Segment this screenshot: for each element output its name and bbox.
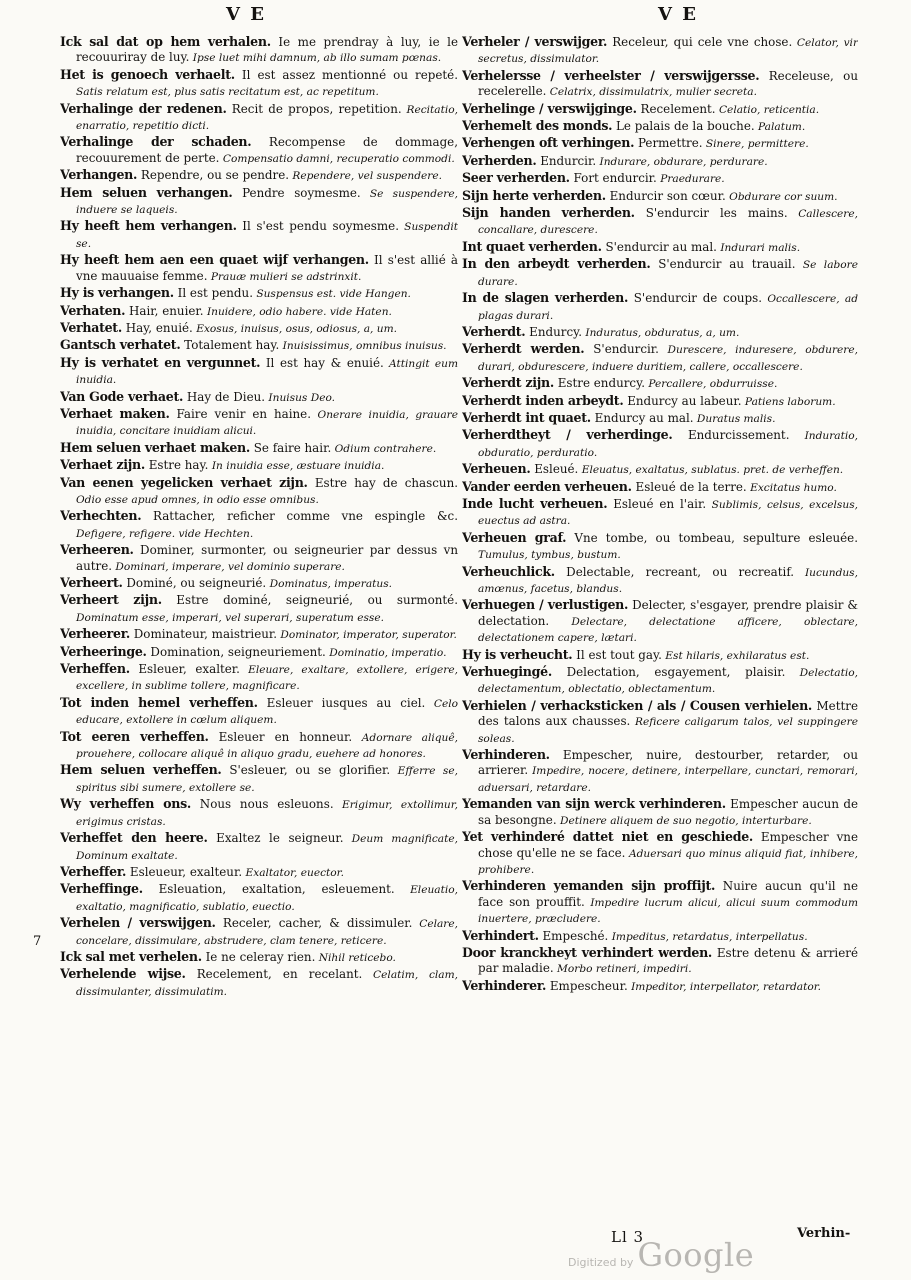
entry-latin: Compensatio damni, recuperatio commodi. <box>219 152 455 165</box>
entry-headword: Verhielen / verhacksticken / als / Cousen verhielen. <box>462 697 813 713</box>
entry-headword: Verhalinge der redenen. <box>60 100 227 116</box>
entry-latin: Induratus, obduratus, a, um. <box>582 326 740 339</box>
dictionary-entry <box>462 878 858 927</box>
entry-french: Estre detenu & arrieré par maladie. <box>478 945 858 976</box>
entry-latin: Suspensus est. vide Hangen. <box>252 288 411 301</box>
entry-french: Dominé, ou seigneurié. <box>122 576 267 590</box>
entry-latin: Celatio, reticentia. <box>715 103 820 116</box>
dictionary-entry <box>462 747 858 796</box>
entry-headword: Yet verhinderé dattet niet en geschiede. <box>462 829 753 845</box>
entry-latin: Duratus malis. <box>693 412 776 425</box>
entry-french: S'endurcir au trauail. <box>650 257 796 272</box>
dictionary-entry <box>60 34 458 67</box>
entry-latin: Impeditus, retardatus, interpellatus. <box>608 930 808 943</box>
entry-french: Dominateur, maistrieur. <box>129 627 278 642</box>
entry-headword: Verheffer. <box>60 863 127 879</box>
entry-latin: Deum magnificate, Dominum exaltate. <box>76 833 458 862</box>
entry-headword: Verhatet. <box>60 319 122 335</box>
entry-latin: In inuidia esse, æstuare inuidia. <box>208 460 385 473</box>
entry-french: Esleué en l'air. <box>607 496 707 511</box>
entry-latin: Celator, vir secretus, dissimulator. <box>478 37 858 66</box>
dictionary-entry <box>462 188 858 205</box>
entry-headword: Verhechten. <box>60 508 142 524</box>
entry-headword: Verherdt werden. <box>462 341 585 357</box>
dictionary-entry <box>462 290 858 324</box>
dictionary-entry <box>462 118 858 135</box>
entry-french: Il est pendu. <box>173 286 253 301</box>
dictionary-entry <box>60 337 458 354</box>
entry-french: Empescheur. <box>546 978 628 993</box>
entry-french: Hay, enuié. <box>121 320 193 335</box>
dictionary-entry <box>462 68 858 101</box>
entry-latin: Dominatum esse, imperari, vel superari, superatum esse. <box>76 611 384 624</box>
dictionary-entry <box>462 829 858 878</box>
entry-latin: Palatum. <box>754 121 806 134</box>
entry-latin: Eleuatus, exaltatus, sublatus. pret. de verheffen. <box>578 464 844 477</box>
dictionary-entry <box>60 729 458 763</box>
entry-french: Esleuer en honneur. <box>208 729 353 744</box>
entry-latin: Odio esse apud omnes, in odio esse omnibus. <box>76 493 319 506</box>
entry-latin: Attingit eum inuidia. <box>76 357 458 387</box>
entry-french: Domination, seigneuriement. <box>146 644 326 659</box>
entry-headword: Wy verheffen ons. <box>60 796 192 812</box>
entry-french: Recelement. <box>636 101 716 116</box>
dictionary-entry <box>462 978 858 995</box>
entry-french: S'endurcir de coups. <box>628 291 763 306</box>
dictionary-entry <box>60 881 458 915</box>
dictionary-entry <box>60 167 458 184</box>
dictionary-entry <box>462 597 858 646</box>
entry-latin: Obdurare cor suum. <box>725 190 838 203</box>
entry-latin: Se labore durare. <box>478 259 858 288</box>
entry-headword: Verheffen. <box>60 661 130 677</box>
entry-latin: Defigere, refigere. vide Hechten. <box>76 527 254 540</box>
entry-french: S'endurcir au mal. <box>601 239 717 254</box>
entry-headword: Van Gode verhaet. <box>60 388 184 404</box>
entry-latin: Delectare, delectatione afficere, oblectare, delectationem capere, lætari. <box>478 615 858 645</box>
entry-headword: Hy heeft hem aen een quaet wijf verhangen. <box>60 252 369 268</box>
entry-latin: Impeditor, interpellator, retardator. <box>627 980 822 993</box>
dictionary-entry <box>60 406 458 440</box>
entry-headword: Verhelende wijse. <box>60 966 186 982</box>
entry-latin: Celatrix, dissimulatrix, mulier secreta. <box>546 86 757 99</box>
dictionary-entry <box>462 239 858 256</box>
entry-french: Receler, cacher, & dissimuler. <box>215 916 413 931</box>
entry-latin: Occallescere, ad plagas durari. <box>478 293 858 322</box>
entry-latin: Erigimur, extollimur, erigimus cristas. <box>76 799 458 828</box>
entry-headword: Vander eerden verheuen. <box>462 478 632 494</box>
entry-latin: Excitatus humo. <box>746 481 837 494</box>
entry-headword: Verhelen / verswijgen. <box>60 915 216 931</box>
entry-french: Ie ne celeray rien. <box>201 949 316 964</box>
entry-french: Il est hay & enuié. <box>260 355 384 370</box>
entry-french: Pendre soymesme. <box>232 185 361 200</box>
entry-headword: Verheert. <box>60 575 123 590</box>
entry-headword: Verhaet zijn. <box>60 457 145 473</box>
entry-french: Empescher aucun de sa besongne. <box>478 797 858 827</box>
entry-latin: Impedire lucrum alicui, alicui suum commodum inuertere, præcludere. <box>478 896 858 926</box>
watermark-small-text: Digitized by <box>568 1256 634 1269</box>
entry-headword: Yemanden van sijn werck verhinderen. <box>462 796 726 812</box>
entry-french: Estre dominé, seigneurié, ou surmonté. <box>161 593 458 608</box>
entry-latin: Dominari, imperare, vel dominio superare. <box>112 560 345 573</box>
dictionary-entry <box>60 252 458 285</box>
entry-headword: Verherdt int quaet. <box>462 409 591 425</box>
entry-french: Receleur, qui cele vne chose. <box>607 35 793 49</box>
entry-latin: Dominator, imperator, superator. <box>277 629 457 642</box>
entry-headword: Verhengen oft verhingen. <box>462 135 635 151</box>
dictionary-entry <box>60 575 458 592</box>
entry-french: Mettre des talons aux chausses. <box>478 698 858 729</box>
entry-french: Recelement, en recelant. <box>185 967 363 982</box>
entry-french: Recit de propos, repetition. <box>226 101 402 116</box>
entry-headword: Verheuchlick. <box>462 563 555 579</box>
entry-french: Esleuer iusques au ciel. <box>257 695 426 710</box>
entry-latin: Indurare, obdurare, perdurare. <box>596 155 768 168</box>
entry-french: S'endurcir. <box>584 342 659 357</box>
right-column-header: V E <box>658 4 698 25</box>
entry-french: Vne tombe, ou tombeau, sepulture esleuée. <box>566 530 858 545</box>
entry-latin: Adornare aliquê, prouehere, collocare aliquê in aliquo gradu, euehere ad honores. <box>76 731 458 761</box>
dictionary-entry <box>462 153 858 170</box>
dictionary-entry <box>462 324 858 341</box>
dictionary-entry <box>60 915 458 949</box>
right-column <box>462 34 858 1234</box>
entry-french: Rependre, ou se pendre. <box>137 168 290 183</box>
entry-french: Endurcir. <box>536 153 597 168</box>
entry-latin: Indurari malis. <box>716 241 801 254</box>
entry-headword: Inde lucht verheuen. <box>462 495 608 511</box>
entry-french: Se faire hair. <box>249 440 332 455</box>
entry-headword: Verheuen graf. <box>462 529 567 545</box>
dictionary-entry <box>60 285 458 302</box>
entry-latin: Eleuatio, exaltatio, magnificatio, sublatio, euectio. <box>76 884 458 913</box>
dictionary-entry <box>462 101 858 118</box>
entry-latin: Recitatio, enarratio, repetitio dicti. <box>76 103 458 133</box>
entry-french: Permettre. <box>634 136 703 151</box>
entry-latin: Prauæ mulieri se adstrinxit. <box>207 270 362 283</box>
entry-headword: Van eenen yegelicken verhaet zijn. <box>60 474 308 490</box>
entry-headword: Int quaet verherden. <box>462 238 602 254</box>
dictionary-entry <box>60 966 458 1000</box>
entry-headword: Hy is verhatet en vergunnet. <box>60 354 261 370</box>
entry-french: Endurcissement. <box>672 428 790 443</box>
dictionary-entry <box>462 256 858 290</box>
entry-headword: Verheler / verswijger. <box>462 34 608 49</box>
entry-headword: Verhalinge der schaden. <box>60 134 252 150</box>
entry-latin: Exosus, inuisus, osus, odiosus, a, um. <box>192 322 398 335</box>
dictionary-entry <box>462 796 858 829</box>
signature-mark: Ll 3 <box>611 1228 645 1246</box>
dictionary-entry <box>462 664 858 698</box>
entry-headword: Hem seluen verheffen. <box>60 762 222 778</box>
entry-latin: Durescere, induresere, obdurere, durari, obdurescere, induere duritiem, callere, occallescere. <box>478 344 858 373</box>
dictionary-entry <box>60 457 458 474</box>
entry-headword: Verheuen. <box>462 461 531 477</box>
entry-french: Esleuer, exalter. <box>129 662 240 677</box>
dictionary-entry <box>60 626 458 643</box>
entry-french: Delecter, s'esgayer, prendre plaisir & delectation. <box>478 598 858 628</box>
entry-french: Il est tout gay. <box>572 647 662 662</box>
dictionary-entry <box>462 928 858 945</box>
entry-latin: Percallere, obdurruisse. <box>645 378 778 391</box>
entry-french: S'esleuer, ou se glorifier. <box>221 763 391 778</box>
entry-headword: Sijn handen verherden. <box>462 205 635 221</box>
entry-headword: Gantsch verhatet. <box>60 337 181 353</box>
entry-headword: Verhuegen / verlustigen. <box>462 597 629 613</box>
entry-french: Esleueur, exalteur. <box>126 864 243 879</box>
entry-latin: Induratio, obduratio, perduratio. <box>478 430 858 459</box>
entry-french: Ie me prendray à luy, ie le recouuriray de luy. <box>76 35 458 65</box>
entry-latin: Inuisus Deo. <box>265 391 336 404</box>
entry-french: Fort endurcir. <box>569 171 657 186</box>
dictionary-entry <box>60 303 458 320</box>
entry-french: Esleué de la terre. <box>631 479 747 494</box>
dictionary-entry <box>462 496 858 530</box>
entry-latin: Praedurare. <box>656 173 725 186</box>
entry-french: Endurcir son cœur. <box>605 188 726 203</box>
entry-latin: Efferre se, spiritus sibi sumere, extollere se. <box>76 765 458 794</box>
entry-latin: Dominatio, imperatio. <box>325 646 447 659</box>
entry-french: Exaltez le seigneur. <box>207 831 344 846</box>
dictionary-entry <box>462 135 858 152</box>
dictionary-entry <box>60 475 458 509</box>
entry-latin: Suspendit se. <box>76 221 458 250</box>
entry-french: Estre hay de chascun. <box>307 475 458 490</box>
entry-french: Endurcy au mal. <box>590 410 694 425</box>
entry-headword: Verheert zijn. <box>60 592 162 608</box>
dictionary-entry <box>462 647 858 664</box>
entry-french: Receleuse, ou recelerelle. <box>478 68 858 99</box>
entry-french: Faire venir en haine. <box>169 406 311 421</box>
entry-headword: Hy heeft hem verhangen. <box>60 218 237 234</box>
entry-french: Endurcy au labeur. <box>623 393 742 408</box>
entry-headword: Verhinderen yemanden sijn proffijt. <box>462 878 716 894</box>
dictionary-entry <box>60 949 458 966</box>
entry-headword: Verhaet maken. <box>60 405 170 421</box>
dictionary-entry <box>60 762 458 796</box>
entry-latin: Delectatio, delectamentum, oblectatio, oblectamentum. <box>478 667 858 696</box>
entry-headword: Tot inden hemel verheffen. <box>60 694 258 710</box>
entry-latin: Se suspendere, induere se laqueis. <box>76 187 458 217</box>
dictionary-entry <box>60 389 458 406</box>
entry-headword: Tot eeren verheffen. <box>60 728 209 744</box>
dictionary-entry <box>60 218 458 252</box>
entry-latin: Celare, concelare, dissimulare, abstrudere, clam tenere, reticere. <box>76 918 458 947</box>
entry-french: Delectation, esgayement, plaisir. <box>551 665 786 680</box>
entry-french: Empesché. <box>538 928 609 943</box>
entry-latin: Nihil reticebo. <box>315 951 396 964</box>
entry-latin: Impedire, nocere, detinere, interpellare, cunctari, remorari, aduersari, retardare. <box>478 765 858 794</box>
entry-latin: Sinere, permittere. <box>702 138 809 151</box>
dictionary-entry <box>462 375 858 392</box>
entry-french: Estre endurcy. <box>553 376 645 391</box>
entry-latin: Ipse luet mihi damnum, ab illo sumam pœnas. <box>189 52 442 65</box>
entry-headword: Hy is verheucht. <box>462 646 573 662</box>
dictionary-entry <box>60 101 458 135</box>
entry-latin: Morbo retineri, impediri. <box>553 963 692 976</box>
dictionary-entry <box>60 695 458 729</box>
entry-headword: Het is genoech verhaelt. <box>60 66 235 82</box>
dictionary-entry <box>462 170 858 187</box>
dictionary-entry <box>462 427 858 461</box>
entry-latin: Celo educare, extollere in cœlum aliquem. <box>76 697 458 727</box>
margin-mark: 7 <box>33 934 42 949</box>
entry-french: S'endurcir les mains. <box>634 206 788 221</box>
entry-latin: Aduersari quo minus aliquid fiat, inhibere, prohibere. <box>478 847 858 876</box>
entry-headword: Verherdt zijn. <box>462 375 554 391</box>
dictionary-entry <box>60 830 458 864</box>
entry-french: Nous nous esleuons. <box>191 797 334 812</box>
entry-french: Esleué. <box>530 462 579 477</box>
entry-latin: Dominatus, imperatus. <box>266 578 393 590</box>
entry-headword: Verhinderen. <box>462 747 550 763</box>
dictionary-entry <box>60 355 458 389</box>
entry-latin: Onerare inuidia, grauare inuidia, concitare inuidiam alicui. <box>76 408 458 438</box>
dictionary-entry <box>462 698 858 747</box>
entry-french: Recompense de dommage, recouurement de perte. <box>76 135 458 165</box>
entry-latin: Satis relatum est, plus satis recitatum est, ac repetitum. <box>76 86 379 99</box>
dictionary-entry <box>462 34 858 68</box>
entry-headword: Verheffet den heere. <box>60 830 208 846</box>
entry-latin: Callescere, concallare, durescere. <box>478 208 858 237</box>
entry-headword: Verherdt. <box>462 323 526 339</box>
entry-headword: Verheeren. <box>60 542 134 558</box>
dictionary-entry <box>60 320 458 337</box>
entry-headword: Verheffinge. <box>60 881 143 897</box>
entry-french: Il est assez mentionné ou repeté. <box>234 67 458 82</box>
entry-headword: Verherdtheyt / verherdinge. <box>462 427 673 443</box>
entry-headword: Verheeringe. <box>60 643 147 659</box>
entry-french: Hair, enuier. <box>125 303 204 318</box>
dictionary-entry <box>60 440 458 457</box>
left-column-header: V E <box>226 4 266 25</box>
entry-headword: Door kranckheyt verhindert werden. <box>462 944 713 960</box>
entry-french: Estre hay. <box>144 458 209 473</box>
entry-french: Le palais de la bouche. <box>612 119 755 134</box>
dictionary-entry <box>60 67 458 101</box>
entry-headword: Sijn herte verherden. <box>462 187 606 203</box>
dictionary-entry <box>462 479 858 496</box>
entry-french: Delectable, recreant, ou recreatif. <box>554 564 795 579</box>
dictionary-entry <box>60 508 458 542</box>
dictionary-entry <box>60 796 458 830</box>
dictionary-entry <box>462 945 858 978</box>
entry-headword: Verhindert. <box>462 927 539 943</box>
entry-french: Nuire aucun qu'il ne face son prouffit. <box>478 879 858 909</box>
entry-latin: Rependere, vel suspendere. <box>289 170 442 183</box>
entry-headword: Verhelersse / verheelster / verswijgersse. <box>462 67 760 83</box>
entry-headword: In de slagen verherden. <box>462 290 629 306</box>
dictionary-entry <box>60 592 458 626</box>
entry-latin: Est hilaris, exhilaratus est. <box>661 649 810 662</box>
entry-latin: Exaltator, euector. <box>242 866 344 879</box>
entry-headword: Verherdt inden arbeydt. <box>462 392 624 408</box>
dictionary-entry <box>462 205 858 239</box>
entry-latin: Inuidere, odio habere. vide Haten. <box>203 305 392 318</box>
dictionary-entry <box>462 341 858 375</box>
entry-french: Hay de Dieu. <box>183 389 266 404</box>
entry-latin: Odium contrahere. <box>331 442 437 455</box>
entry-french: Dominer, surmonter, ou seigneurier par dessus vn autre. <box>76 543 458 573</box>
entry-headword: Verhaten. <box>60 302 126 318</box>
entry-french: Endurcy. <box>525 324 583 339</box>
digitized-watermark <box>568 1236 754 1274</box>
entry-french: Rattacher, reficher comme vne espingle &c. <box>141 509 458 524</box>
entry-headword: In den arbeydt verherden. <box>462 256 651 272</box>
entry-headword: Ick sal dat op hem verhalen. <box>60 34 271 49</box>
entry-headword: Hem seluen verhangen. <box>60 184 233 200</box>
entry-headword: Verherden. <box>462 152 537 168</box>
dictionary-entry <box>462 461 858 478</box>
entry-latin: Inuisissimus, omnibus inuisus. <box>279 340 447 353</box>
entry-headword: Ick sal met verhelen. <box>60 948 202 964</box>
catchword: Verhin- <box>797 1226 851 1241</box>
entry-latin: Patiens laborum. <box>741 395 836 408</box>
entry-latin: Tumulus, tymbus, bustum. <box>478 549 621 562</box>
dictionary-entry <box>462 393 858 410</box>
entry-headword: Verheerer. <box>60 626 130 642</box>
dictionary-entry <box>60 864 458 881</box>
entry-french: Empescher, nuire, destourber, retarder, ou arrierer. <box>478 748 858 778</box>
entry-headword: Verhuegingé. <box>462 664 552 680</box>
google-logo: Google <box>637 1236 755 1274</box>
entry-headword: Verhangen. <box>60 167 138 183</box>
entry-latin: Reficere caligarum talos, vel suppingere soleas. <box>478 716 858 745</box>
dictionary-entry <box>60 185 458 219</box>
dictionary-entry <box>462 410 858 427</box>
entry-latin: Iucundus, amœnus, facetus, blandus. <box>478 566 858 595</box>
dictionary-entry <box>462 530 858 564</box>
dictionary-entry <box>60 134 458 167</box>
left-column <box>60 34 458 1234</box>
dictionary-entry <box>60 542 458 575</box>
entry-headword: Seer verherden. <box>462 170 570 186</box>
entry-french: Empescher vne chose qu'elle ne se face. <box>478 830 858 860</box>
entry-latin: Sublimis, celsus, excelsus, euectus ad astra. <box>478 498 858 528</box>
entry-french: Totalement hay. <box>180 338 280 353</box>
entry-french: Il s'est allié à vne mauuaise femme. <box>76 253 458 283</box>
entry-french: Il s'est pendu soymesme. <box>236 219 399 234</box>
entry-french: Esleuation, exaltation, esleuement. <box>142 882 395 897</box>
entry-headword: Verhemelt des monds. <box>462 118 613 134</box>
entry-headword: Hem seluen verhaet maken. <box>60 439 250 455</box>
dictionary-entry <box>462 564 858 598</box>
entry-headword: Verhelinge / verswijginge. <box>462 100 637 116</box>
entry-latin: Celatim, clam, dissimulanter, dissimulatim. <box>76 969 458 998</box>
entry-headword: Verhinderer. <box>462 977 547 993</box>
entry-headword: Hy is verhangen. <box>60 285 174 301</box>
entry-latin: Detinere aliquem de suo negotio, interturbare. <box>556 814 812 827</box>
dictionary-entry <box>60 661 458 695</box>
dictionary-entry <box>60 644 458 661</box>
entry-latin: Eleuare, exaltare, extollere, erigere, excellere, in sublime tollere, magnificare. <box>76 664 458 693</box>
